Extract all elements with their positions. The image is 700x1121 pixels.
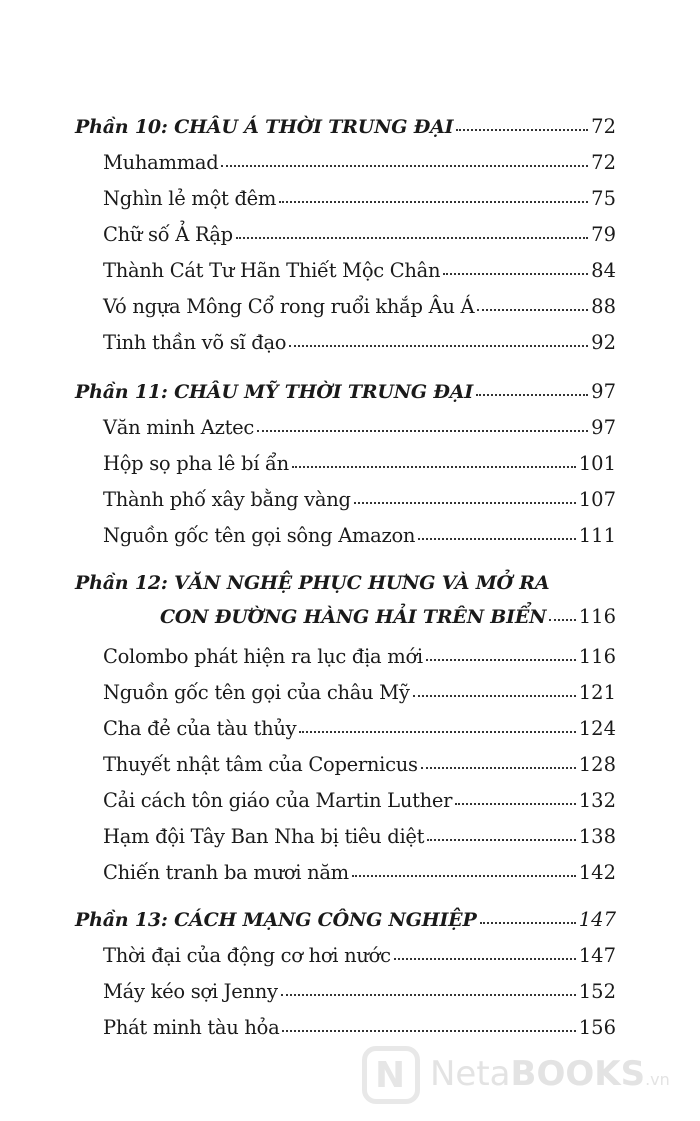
toc-entry — [0, 223, 700, 253]
toc-page-number: 92 — [591, 331, 616, 354]
dot-leader — [257, 430, 588, 432]
toc-title: Thành phố xây bằng vàng — [103, 488, 351, 511]
toc-title: Hộp sọ pha lê bí ẩn — [103, 452, 289, 475]
dot-leader — [352, 875, 576, 877]
toc-page-number: 88 — [591, 295, 616, 318]
toc-page-number: 75 — [591, 187, 616, 210]
toc-page-number: 147 — [578, 944, 616, 967]
dot-leader — [456, 129, 588, 131]
toc-part-heading-continued — [0, 605, 700, 635]
dot-leader — [279, 201, 588, 203]
dot-leader — [413, 695, 576, 697]
toc-title: Cải cách tôn giáo của Martin Luther — [103, 789, 453, 812]
toc-title: Nghìn lẻ một đêm — [103, 187, 277, 210]
netabooks-logo-icon: N — [362, 1046, 420, 1104]
watermark — [362, 1044, 692, 1110]
toc-title: Thành Cát Tư Hãn Thiết Mộc Chân — [103, 259, 441, 282]
dot-leader — [418, 538, 576, 540]
watermark-text — [430, 1054, 670, 1094]
toc-title: Muhammad — [103, 151, 219, 174]
toc-entry — [0, 259, 700, 289]
toc-page-number: 111 — [578, 524, 616, 547]
toc-entry — [0, 331, 700, 361]
toc-entry — [0, 861, 700, 891]
dot-leader — [455, 803, 576, 805]
toc-page-number: 84 — [591, 259, 616, 282]
toc-entry — [0, 416, 700, 446]
toc-entry — [0, 295, 700, 325]
toc-page-number: 128 — [578, 753, 616, 776]
toc-page-number: 156 — [578, 1016, 616, 1039]
dot-leader — [549, 619, 575, 621]
toc-page-number: 72 — [591, 151, 616, 174]
toc-part-heading — [0, 908, 700, 938]
toc-entry — [0, 1016, 700, 1046]
toc-entry — [0, 524, 700, 554]
toc-page-number: 147 — [578, 908, 616, 931]
dot-leader — [480, 922, 576, 924]
toc-entry — [0, 151, 700, 181]
toc-page-number: 116 — [578, 605, 616, 628]
dot-leader — [299, 731, 575, 733]
dot-leader — [426, 659, 576, 661]
toc-page-number: 97 — [591, 416, 616, 439]
toc-entry — [0, 753, 700, 783]
dot-leader — [236, 237, 588, 239]
toc-page-number: 121 — [578, 681, 616, 704]
toc-title: Phát minh tàu hỏa — [103, 1016, 280, 1039]
toc-entry — [0, 488, 700, 518]
toc-page-number: 101 — [578, 452, 616, 475]
toc-title: CON ĐƯỜNG HÀNG HẢI TRÊN BIỂN — [160, 606, 547, 628]
toc-entry — [0, 187, 700, 217]
dot-leader — [292, 466, 576, 468]
toc-title: Cha đẻ của tàu thủy — [103, 717, 297, 740]
dot-leader — [476, 394, 588, 396]
toc-entry — [0, 980, 700, 1010]
dot-leader — [282, 1030, 575, 1032]
toc-title: Phần 11: CHÂU MỸ THỜI TRUNG ĐẠI — [75, 381, 474, 403]
toc-title: Vó ngựa Mông Cổ rong ruổi khắp Âu Á — [103, 295, 475, 318]
toc-page-number: 138 — [578, 825, 616, 848]
toc-title: Colombo phát hiện ra lục địa mới — [103, 645, 423, 668]
dot-leader — [281, 994, 576, 996]
toc-title: Nguồn gốc tên gọi sông Amazon — [103, 524, 416, 547]
toc-page-number: 107 — [578, 488, 616, 511]
dot-leader — [289, 345, 588, 347]
toc-page-number: 116 — [578, 645, 616, 668]
dot-leader — [394, 958, 576, 960]
toc-part-heading — [0, 572, 700, 602]
toc-part-heading — [0, 115, 700, 145]
toc-title: Thời đại của động cơ hơi nước — [103, 944, 391, 967]
watermark-text-bold: BOOKS — [510, 1054, 646, 1094]
toc-title: Chữ số Ả Rập — [103, 223, 233, 246]
toc-title: Phần 13: CÁCH MẠNG CÔNG NGHIỆP — [75, 909, 477, 931]
toc-entry — [0, 452, 700, 482]
toc-part-heading — [0, 380, 700, 410]
toc-title: Tinh thần võ sĩ đạo — [103, 331, 287, 354]
toc-entry — [0, 681, 700, 711]
toc-entry — [0, 825, 700, 855]
toc-title: Nguồn gốc tên gọi của châu Mỹ — [103, 681, 410, 704]
dot-leader — [354, 502, 576, 504]
toc-title: Máy kéo sợi Jenny — [103, 980, 278, 1003]
toc-page-number: 97 — [591, 380, 616, 403]
toc-page-number: 124 — [578, 717, 616, 740]
toc-title: Phần 12: VĂN NGHỆ PHỤC HƯNG VÀ MỞ RA — [75, 572, 550, 594]
dot-leader — [221, 165, 588, 167]
toc-title: Thuyết nhật tâm của Copernicus — [103, 753, 418, 776]
toc-title: Văn minh Aztec — [103, 416, 254, 439]
toc-title: Phần 10: CHÂU Á THỜI TRUNG ĐẠI — [75, 116, 454, 138]
watermark-suffix: .vn — [645, 1070, 670, 1089]
toc-page-number: 132 — [578, 789, 616, 812]
toc-title: Chiến tranh ba mươi năm — [103, 861, 349, 884]
dot-leader — [443, 273, 588, 275]
toc-page-number: 79 — [591, 223, 616, 246]
toc-entry — [0, 645, 700, 675]
dot-leader — [421, 767, 576, 769]
toc-entry — [0, 789, 700, 819]
dot-leader — [427, 839, 576, 841]
watermark-text-light: Neta — [430, 1054, 511, 1094]
toc-page-number: 142 — [578, 861, 616, 884]
toc-page-number: 72 — [591, 115, 616, 138]
toc-title: Hạm đội Tây Ban Nha bị tiêu diệt — [103, 825, 425, 848]
dot-leader — [477, 309, 588, 311]
toc-entry — [0, 944, 700, 974]
toc-entry — [0, 717, 700, 747]
toc-page-number: 152 — [578, 980, 616, 1003]
